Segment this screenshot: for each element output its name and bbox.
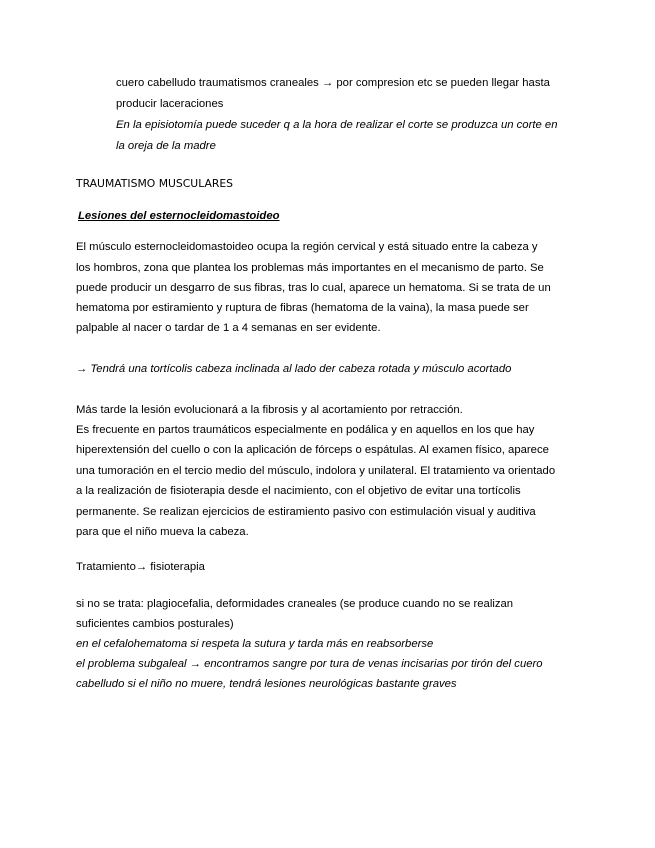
- closing-line-2: suficientes cambios posturales): [76, 618, 234, 630]
- section-title: TRAUMATISMO MUSCULARES: [76, 177, 234, 190]
- paragraph2-line-7: para que el niño mueva la cabeza.: [76, 526, 249, 538]
- paragraph1-line-1: El músculo esternocleidomastoideo ocupa la región cervical y está situado entre la cabeza y: [76, 241, 538, 253]
- paragraph1-line-5: palpable al nacer o tardar de 1 a 4 semanas en ser evidente.: [76, 322, 381, 334]
- paragraph1-line-3: puede producir un desgarro de sus fibras, tras lo cual, aparece un hematoma. Si se trata de un: [76, 282, 551, 294]
- intro-italic-line-2: la oreja de la madre: [116, 140, 216, 152]
- closing-italic-line-1: en el cefalohematoma si respeta la sutura y tarda más en reabsorberse: [76, 638, 434, 650]
- intro-italic-line-1: En la episiotomía puede suceder q a la hora de realizar el corte se produzca un corte en: [116, 119, 558, 131]
- closing-italic-line-3: cabelludo si el niño no muere, tendrá lesiones neurológicas bastante graves: [76, 678, 457, 690]
- treatment-line: Tratamiento→ fisioterapia: [76, 561, 205, 573]
- paragraph2-line-3: hiperextensión del cuello o con la aplicación de fórceps o espátulas. Al examen físico, aparece: [76, 444, 549, 456]
- subsection-title: Lesiones del esternocleidomastoideo: [78, 210, 280, 222]
- paragraph2-line-5: a la realización de fisioterapia desde el nacimiento, con el objetivo de evitar una tortícolis: [76, 485, 521, 497]
- arrow-note: → Tendrá una tortícolis cabeza inclinada al lado der cabeza rotada y músculo acortado: [76, 363, 512, 375]
- paragraph1-line-2: los hombros, zona que plantea los problemas más importantes en el mecanismo de parto. Se: [76, 262, 544, 274]
- intro-line-2: producir laceraciones: [116, 98, 224, 110]
- intro-line-1: cuero cabelludo traumatismos craneales → por compresion etc se pueden llegar hasta: [116, 77, 550, 89]
- paragraph2-line-4: una tumoración en el tercio medio del músculo, indolora y unilateral. El tratamiento va orientado: [76, 465, 556, 477]
- closing-italic-line-2: el problema subgaleal → encontramos sangre por tura de venas incisarias por tirón del cuero: [76, 658, 543, 670]
- paragraph2-line-1: Más tarde la lesión evolucionará a la fibrosis y al acortamiento por retracción.: [76, 404, 463, 416]
- paragraph2-line-2: Es frecuente en partos traumáticos especialmente en podálica y en aquellos en los que hay: [76, 424, 535, 436]
- closing-line-1: si no se trata: plagiocefalia, deformidades craneales (se produce cuando no se realizan: [76, 598, 514, 610]
- paragraph2-line-6: permanente. Se realizan ejercicios de estiramiento pasivo con estimulación visual y auditiva: [76, 506, 536, 518]
- paragraph1-line-4: hematoma por estiramiento y ruptura de fibras (hematoma de la vaina), la masa puede ser: [76, 302, 529, 314]
